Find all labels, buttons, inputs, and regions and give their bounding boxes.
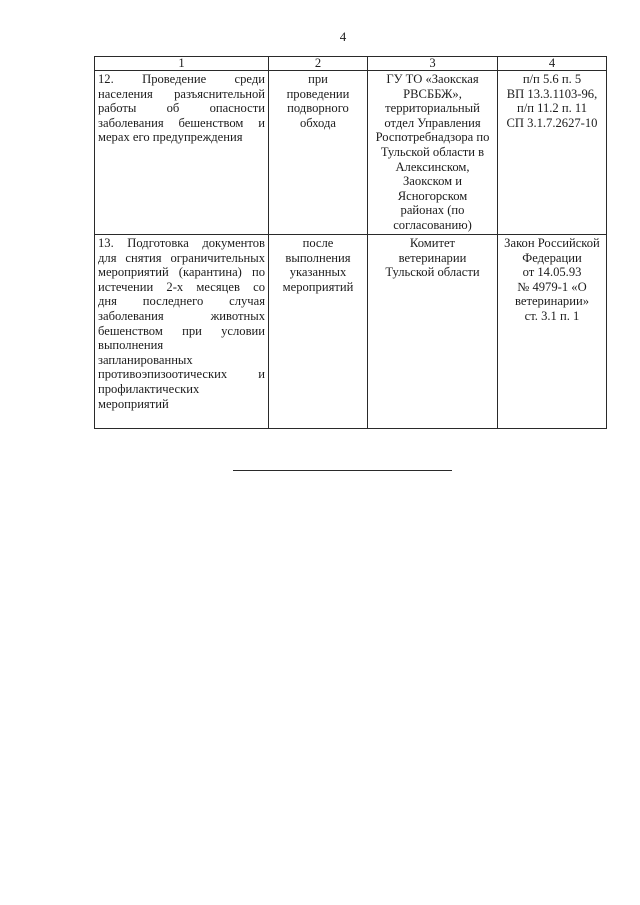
cell-text [501, 72, 603, 130]
header-col-2: 2 [269, 57, 368, 71]
cell-line: 13. Подготовка документов [98, 236, 265, 250]
row-12-basis-cell [498, 71, 607, 235]
cell-line: ГУ ТО «Заокская [386, 72, 479, 86]
measures-table [94, 56, 607, 429]
cell-line: для снятия ограничительных [98, 250, 265, 265]
cell-line: населения разъяснительной [98, 86, 265, 101]
cell-line: Тульской области [385, 265, 480, 280]
cell-line: согласованию) [393, 217, 472, 232]
cell-line: Ясногорском [397, 188, 468, 203]
cell-line: после [302, 236, 334, 250]
cell-line: мерах его предупреждения [98, 130, 243, 145]
cell-line: от 14.05.93 [522, 265, 582, 280]
end-separator-line [233, 470, 452, 471]
cell-text [98, 72, 265, 145]
cell-line: Алексинском, [395, 159, 470, 174]
cell-text [272, 72, 364, 130]
row-13-measure-cell [95, 235, 269, 429]
cell-text [371, 72, 494, 233]
cell-line: указанных [289, 265, 347, 280]
cell-line: № 4979-1 «О [517, 279, 587, 294]
cell-line: выполнения [285, 250, 351, 265]
row-13-timing-cell [269, 235, 368, 429]
cell-line: ветеринарии» [515, 294, 589, 309]
cell-line: при [308, 72, 328, 86]
table-header-row [95, 57, 607, 71]
cell-line: истечении 2-х месяцев со [98, 279, 265, 294]
cell-line: заболевания бешенством и [98, 115, 265, 130]
header-col-4: 4 [498, 57, 607, 71]
cell-line: ст. 3.1 п. 1 [524, 308, 580, 323]
cell-line: п/п 5.6 п. 5 [522, 72, 582, 86]
cell-line: профилактических [98, 381, 200, 396]
cell-line: отдел Управления [384, 115, 481, 130]
cell-line: ВП 13.3.1103-96, [506, 86, 598, 101]
header-col-1: 1 [95, 57, 269, 71]
cell-line: мероприятий [282, 279, 354, 294]
cell-line: Закон Российской [504, 236, 600, 250]
row-12-measure-cell [95, 71, 269, 235]
cell-line: Роспотребнадзора по [375, 130, 490, 145]
cell-line: п/п 11.2 п. 11 [516, 101, 587, 116]
cell-line: подворного [287, 101, 349, 116]
cell-line: ветеринарии [398, 250, 467, 265]
cell-line: РВСББЖ», [403, 86, 462, 101]
header-col-3: 3 [368, 57, 498, 71]
cell-line: мероприятий (карантина) по [98, 265, 265, 280]
cell-line: Федерации [522, 250, 582, 265]
cell-text [371, 236, 494, 280]
cell-line: Заокском и [403, 174, 462, 189]
cell-line: районах (по [400, 203, 465, 218]
cell-line: противоэпизоотических и [98, 367, 265, 382]
row-12-responsible-cell [368, 71, 498, 235]
cell-text [98, 236, 265, 411]
cell-text [272, 236, 364, 294]
cell-line: мероприятий [98, 396, 169, 411]
cell-line: территориальный [385, 101, 480, 116]
cell-line: работы об опасности [98, 101, 265, 116]
table-row [95, 235, 607, 429]
row-13-basis-cell [498, 235, 607, 429]
cell-line: запланированных [98, 352, 193, 367]
cell-line: обхода [300, 115, 336, 130]
cell-line: бешенством при условии [98, 323, 265, 338]
cell-line: заболевания животных [98, 308, 265, 323]
cell-line: 12. Проведение среди [98, 72, 265, 86]
table-row [95, 71, 607, 235]
cell-text [501, 236, 603, 324]
cell-line: СП 3.1.7.2627-10 [506, 115, 598, 130]
page-number: 4 [339, 29, 347, 44]
row-13-responsible-cell [368, 235, 498, 429]
cell-line: Комитет [409, 236, 456, 250]
cell-line: проведении [286, 86, 350, 101]
cell-line: Тульской области в [380, 144, 485, 159]
row-12-timing-cell [269, 71, 368, 235]
cell-line: выполнения [98, 338, 164, 353]
cell-line: дня последнего случая [98, 294, 265, 309]
